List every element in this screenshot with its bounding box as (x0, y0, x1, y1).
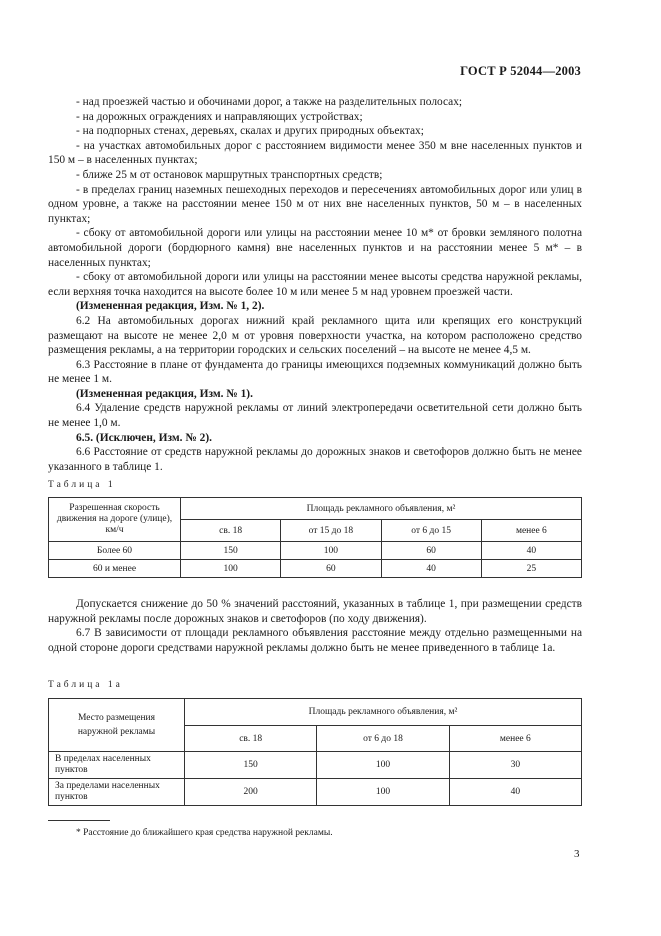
table1-caption: Таблица 1 (48, 480, 116, 490)
paragraph: - в пределах границ наземных пешеходных переходов и пересечениях автомобильных дорог или улиц в одном уровне, а также на расстоянии менее 150 м от них вне населенных пунктов, 50 м – в населенных пунктах; (48, 183, 582, 225)
paragraph: - ближе 25 м от остановок маршрутных транспортных средств; (76, 168, 383, 181)
table1a-caption: Таблица 1а (48, 680, 123, 690)
table1-row-header: Разрешенная скорость движения на дороге (улице), км/ч (49, 498, 181, 542)
table-cell: 100 (317, 752, 449, 779)
amendment-note: (Измененная редакция, Изм. № 1). (76, 387, 253, 400)
paragraph: 6.3 Расстояние в плане от фундамента до границы имеющихся подземных коммуникаций должно быть не менее 1 м. (48, 358, 582, 386)
table-cell: 40 (381, 560, 481, 578)
table1-row-label: Более 60 (49, 542, 181, 560)
table1a-row-header: Место размещения наружной рекламы (49, 699, 185, 752)
paragraph: - на участках автомобильных дорог с расстоянием видимости менее 350 м вне населенных пунктов и 150 м – в населенных пунктах; (48, 139, 582, 167)
table-row (49, 752, 582, 779)
footnote: * Расстояние до ближайшего края средства наружной рекламы. (76, 828, 333, 838)
paragraph: - на подпорных стенах, деревьях, скалах и других природных объектах; (76, 125, 424, 138)
table-cell: 100 (181, 560, 281, 578)
table-row (49, 779, 582, 806)
table-cell: 150 (185, 752, 317, 779)
footnote-divider (48, 820, 110, 821)
paragraph: 6.2 На автомобильных дорогах нижний край рекламного щита или крепящих его конструкций размещают на высоте не менее 2,0 м от уровня поверхности участка, на котором расположено средство размещения рекламы, а на территории городских и сельских поселений – на высоте не менее 4,5 м. (48, 314, 582, 357)
table1-col-header: от 6 до 15 (381, 520, 481, 542)
body-text-middle (48, 597, 582, 655)
table1a-col-header: менее 6 (449, 726, 581, 752)
table-cell: 40 (449, 779, 581, 806)
table-row (49, 542, 582, 560)
table-cell: 30 (449, 752, 581, 779)
page-number: 3 (574, 848, 580, 860)
paragraph: - на дорожных ограждениях и направляющих устройствах; (76, 110, 363, 123)
table-cell: 25 (481, 560, 581, 578)
paragraph: - сбоку от автомобильной дороги или улицы на расстоянии менее 10 м* от бровки земляного полотна автомобильной дороги (бордюрного камня) вне населенных пунктов и на расстоянии менее 5 м* – в населенных пунктах; (48, 227, 582, 269)
table-1 (48, 497, 582, 578)
table-cell: 100 (317, 779, 449, 806)
table1a-row-label: За пределами населенных пунктов (49, 779, 185, 806)
table1a-row-label: В пределах населенных пунктов (49, 752, 185, 779)
table1a-col-header: св. 18 (185, 726, 317, 752)
paragraph: - над проезжей частью и обочинами дорог, а также на разделительных полосах; (76, 96, 463, 108)
table-row (49, 560, 582, 578)
paragraph: Допускается снижение до 50 % значений расстояний, указанных в таблице 1, при размещении средств наружной рекламы после дорожных знаков и светофоров (по ходу движения). (48, 598, 582, 625)
paragraph: 6.6 Расстояние от средств наружной рекламы до дорожных знаков и светофоров должно быть не менее указанного в таблице 1. (48, 446, 582, 473)
document-header: ГОСТ Р 52044—2003 (460, 64, 581, 78)
table-cell: 40 (481, 542, 581, 560)
table1a-col-header: от 6 до 18 (317, 726, 449, 752)
amendment-note: (Измененная редакция, Изм. № 1, 2). (76, 300, 265, 313)
table1-group-header: Площадь рекламного объявления, м² (181, 498, 582, 520)
amendment-note: 6.5. (Исключен, Изм. № 2). (76, 431, 212, 444)
table-1a (48, 698, 582, 806)
paragraph: 6.4 Удаление средств наружной рекламы от линий электропередачи осветительной сети должно быть не менее 1,0 м. (48, 402, 582, 430)
table1-row-label: 60 и менее (49, 560, 181, 578)
table-cell: 60 (381, 542, 481, 560)
table-cell: 100 (281, 542, 381, 560)
table-cell: 200 (185, 779, 317, 806)
body-text-top (48, 95, 582, 474)
table1-col-header: менее 6 (481, 520, 581, 542)
table1-col-header: от 15 до 18 (281, 520, 381, 542)
paragraph: 6.7 В зависимости от площади рекламного объявления расстояние между отдельно размещенными на одной стороне дороги средствами наружной рекламы должно быть не менее приведенного в таблице 1а. (48, 627, 582, 654)
paragraph: - сбоку от автомобильной дороги или улицы на расстоянии менее высоты средства наружной рекламы, если верхняя точка находится на высоте более 10 м или менее 5 м над уровнем проезжей части. (48, 271, 582, 298)
table-cell: 150 (181, 542, 281, 560)
table1a-group-header: Площадь рекламного объявления, м² (185, 699, 582, 726)
table1-col-header: св. 18 (181, 520, 281, 542)
table-cell: 60 (281, 560, 381, 578)
